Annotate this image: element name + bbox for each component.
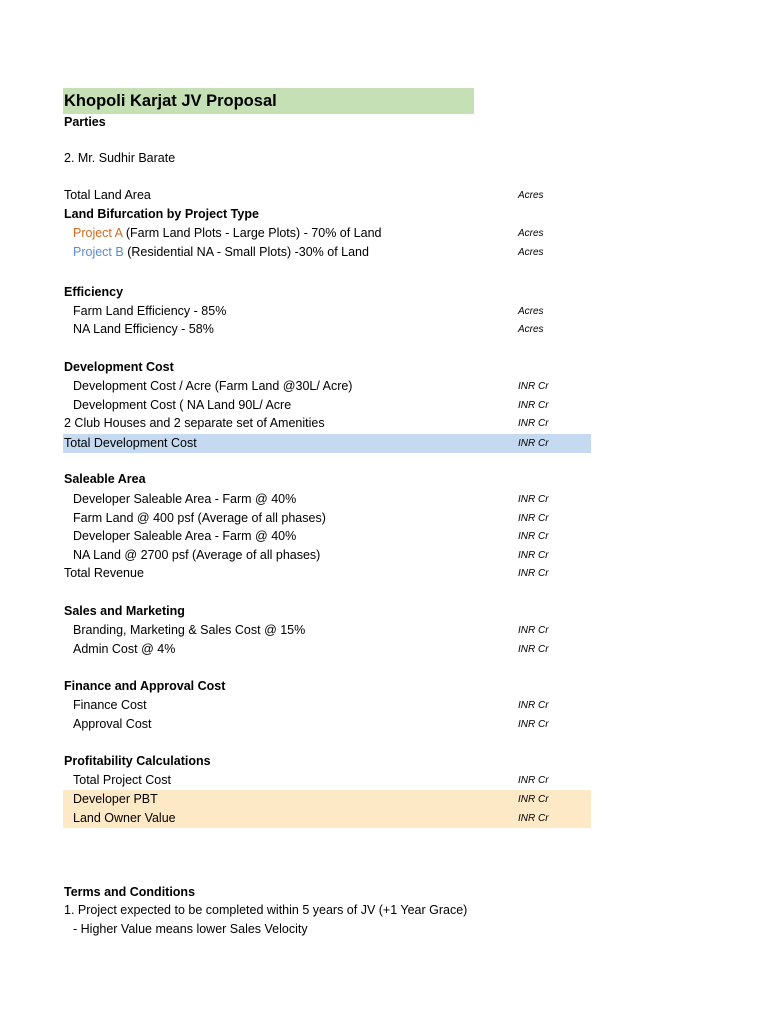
dev-farm-label: Development Cost / Acre (Farm Land @30L/ Acre) — [73, 379, 353, 393]
unit-inr-cr: INR Cr — [518, 775, 549, 786]
party-row — [63, 149, 591, 168]
unit-inr-cr: INR Cr — [518, 381, 549, 392]
unit-inr-cr: INR Cr — [518, 418, 549, 429]
unit-inr-cr: INR Cr — [518, 400, 549, 411]
project-a-name: Project A — [73, 226, 123, 240]
admin-row — [63, 640, 591, 659]
club-houses-label: 2 Club Houses and 2 separate set of Amenities — [64, 416, 325, 430]
parties-heading-row — [63, 113, 591, 132]
total-dev-cost-label: Total Development Cost — [64, 436, 197, 450]
total-revenue-row — [63, 564, 591, 583]
dev-saleable-farm-label-1: Developer Saleable Area - Farm @ 40% — [73, 492, 297, 506]
development-heading-row — [63, 358, 591, 377]
efficiency-heading-row — [63, 283, 591, 302]
total-dev-cost-row — [63, 434, 591, 453]
total-land-label: Total Land Area — [64, 188, 151, 202]
unit-acres: Acres — [518, 228, 544, 239]
unit-acres: Acres — [518, 324, 544, 335]
terms-heading: Terms and Conditions — [64, 885, 196, 899]
unit-inr-cr: INR Cr — [518, 550, 549, 561]
saleable-heading: Saleable Area — [64, 472, 146, 486]
farm-efficiency-label: Farm Land Efficiency - 85% — [73, 304, 227, 318]
sales-heading-row — [63, 602, 591, 621]
total-land-row — [63, 186, 591, 205]
terms-item-1: 1. Project expected to be completed within 5 years of JV (+1 Year Grace) — [64, 903, 468, 917]
developer-pbt-label: Developer PBT — [73, 792, 158, 806]
branding-row — [63, 621, 591, 640]
terms-heading-row — [63, 883, 591, 902]
unit-inr-cr: INR Cr — [518, 719, 549, 730]
land-owner-value-row — [63, 809, 591, 828]
sales-heading: Sales and Marketing — [64, 604, 185, 618]
club-houses-row — [63, 414, 591, 433]
profit-heading: Profitability Calculations — [64, 754, 211, 768]
na-efficiency-row — [63, 320, 591, 339]
parties-heading: Parties — [64, 115, 106, 129]
branding-label: Branding, Marketing & Sales Cost @ 15% — [73, 623, 306, 637]
saleable-heading-row — [63, 470, 591, 489]
unit-inr-cr: INR Cr — [518, 568, 549, 579]
dev-na-row — [63, 396, 591, 415]
project-b-row — [63, 243, 591, 262]
farm-efficiency-row — [63, 302, 591, 321]
terms-item-1-row — [63, 901, 663, 920]
unit-acres: Acres — [518, 247, 544, 258]
total-project-cost-label: Total Project Cost — [73, 773, 171, 787]
farm-land-rate-row — [63, 509, 591, 528]
unit-inr-cr: INR Cr — [518, 644, 549, 655]
finance-cost-label: Finance Cost — [73, 698, 147, 712]
profit-heading-row — [63, 752, 591, 771]
finance-heading-row — [63, 677, 591, 696]
terms-item-1-note: - Higher Value means lower Sales Velocity — [73, 922, 308, 936]
admin-label: Admin Cost @ 4% — [73, 642, 176, 656]
terms-item-1-note-row — [63, 920, 591, 939]
dev-na-label: Development Cost ( NA Land 90L/ Acre — [73, 398, 292, 412]
total-revenue-label: Total Revenue — [64, 566, 144, 580]
unit-inr-cr: INR Cr — [518, 531, 549, 542]
dev-saleable-farm-label-2: Developer Saleable Area - Farm @ 40% — [73, 529, 297, 543]
na-land-rate-label: NA Land @ 2700 psf (Average of all phases) — [73, 548, 321, 562]
total-project-cost-row — [63, 771, 591, 790]
party-2: 2. Mr. Sudhir Barate — [64, 151, 176, 165]
project-a-row — [63, 224, 591, 243]
dev-farm-row — [63, 377, 591, 396]
development-heading: Development Cost — [64, 360, 174, 374]
na-land-rate-row — [63, 546, 591, 565]
bifurcation-heading-row — [63, 205, 591, 224]
unit-acres: Acres — [518, 190, 544, 201]
unit-inr-cr: INR Cr — [518, 438, 549, 449]
finance-cost-row — [63, 696, 591, 715]
approval-cost-label: Approval Cost — [73, 717, 152, 731]
project-a-desc: (Farm Land Plots - Large Plots) - 70% of Land — [122, 226, 382, 240]
developer-pbt-row — [63, 790, 591, 809]
land-owner-value-label: Land Owner Value — [73, 811, 176, 825]
project-b-name: Project B — [73, 245, 124, 259]
unit-inr-cr: INR Cr — [518, 494, 549, 505]
efficiency-heading: Efficiency — [64, 285, 124, 299]
project-b-label — [73, 243, 369, 262]
farm-land-rate-label: Farm Land @ 400 psf (Average of all phases) — [73, 511, 326, 525]
project-b-desc: (Residential NA - Small Plots) -30% of Land — [123, 245, 369, 259]
project-a-label — [73, 224, 382, 243]
approval-cost-row — [63, 715, 591, 734]
unit-inr-cr: INR Cr — [518, 813, 549, 824]
unit-inr-cr: INR Cr — [518, 513, 549, 524]
dev-saleable-farm-row-1 — [63, 490, 591, 509]
finance-heading: Finance and Approval Cost — [64, 679, 226, 693]
dev-saleable-farm-row-2 — [63, 527, 591, 546]
unit-inr-cr: INR Cr — [518, 794, 549, 805]
unit-inr-cr: INR Cr — [518, 700, 549, 711]
page-title: Khopoli Karjat JV Proposal — [63, 88, 474, 114]
na-efficiency-label: NA Land Efficiency - 58% — [73, 322, 214, 336]
unit-inr-cr: INR Cr — [518, 625, 549, 636]
unit-acres: Acres — [518, 306, 544, 317]
bifurcation-heading: Land Bifurcation by Project Type — [64, 207, 259, 221]
